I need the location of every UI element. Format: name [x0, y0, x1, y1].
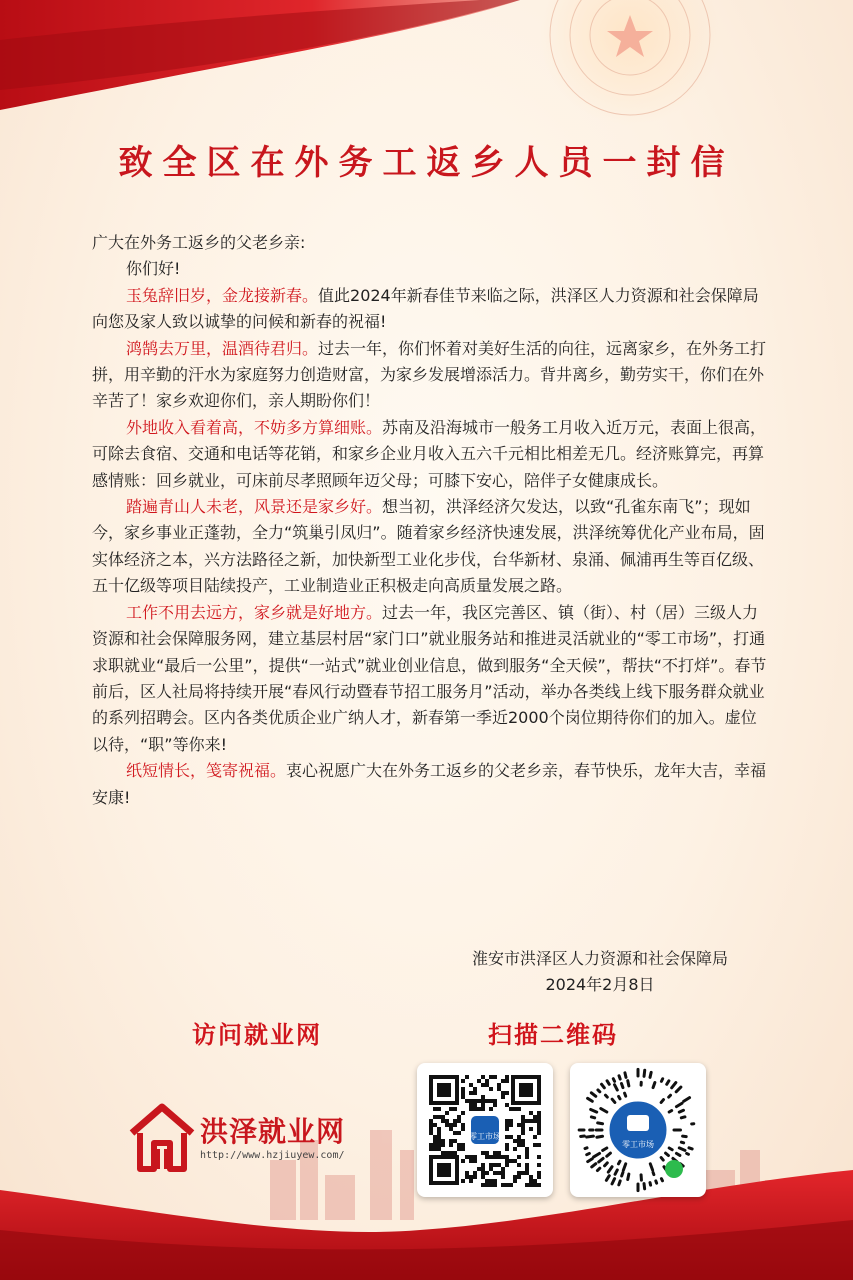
letter-paragraph	[92, 494, 772, 600]
briefcase-icon	[627, 1115, 649, 1131]
logo-name[interactable]: 洪泽就业网	[200, 1115, 346, 1148]
signature-block	[430, 946, 770, 998]
paragraph-lead: 鸿鹄去万里，温酒待君归。	[126, 338, 319, 358]
qr-code-card[interactable]	[417, 1063, 553, 1197]
scan-qr-heading: 扫描二维码	[488, 1021, 618, 1049]
qr-center-label: 零工市场	[469, 1132, 501, 1141]
signature-org: 淮安市洪泽区人力资源和社会保障局	[471, 949, 728, 968]
paragraph-body: 衷心祝愿广大在外务工返乡的父老乡亲，春节快乐，龙年大吉，幸福安康!	[92, 761, 767, 807]
top-red-banner	[0, 0, 853, 130]
paragraph-body: 值此2024年新春佳节来临之际，洪泽区人力资源和社会保障局向您及家人致以诚挚的问候和新春的祝福!	[92, 285, 759, 332]
visit-website-heading: 访问就业网	[192, 1021, 322, 1049]
paragraph-body: 过去一年，我区完善区、镇（街）、村（居）三级人力资源和社会保障服务网，建立基层村居“家门口”就业服务站和推进灵活就业的“零工市场”，打通求职就业“最后一公里”，提供“一站式”就业创业信息，做到服务“全天候”，帮扶“不打烊”。春节前后，区人社局将持续开展“春风行动暨春节招工服务月”活动，举办各类线上线下服务群众就业的系列招聘会。区内各类优质企业广纳人才，新春第一季近2000个岗位期待你们的加入。虚位以待，“职”等你来!	[92, 602, 767, 754]
mini-program-code[interactable]	[570, 1063, 706, 1197]
letter-paragraph	[92, 336, 772, 415]
letter-paragraph	[92, 415, 772, 494]
paragraph-body: 苏南及沿海城市一般务工月收入近万元，表面上很高，可除去食宿、交通和电话等花销，和家乡企业月收入五六千元相比相差无几。经济账算完，再算感情账：回乡就业，可床前尽孝照顾年迈父母；可膝下安心，陪伴子女健康成长。	[92, 417, 767, 490]
hongze-jobs-logo-icon[interactable]	[128, 1103, 196, 1175]
paragraph-lead: 外地收入看着高，不妨多方算细账。	[126, 417, 383, 437]
letter-body	[92, 230, 772, 811]
qr-code[interactable]	[417, 1063, 553, 1197]
letter-paragraph	[92, 600, 772, 758]
paragraph-body: 过去一年，你们怀着对美好生活的向往，远离家乡，在外务工打拼，用辛勤的汗水为家庭努力创造财富，为家乡发展增添活力。背井离乡，勤劳实干，你们在外辛苦了！家乡欢迎你们，亲人期盼你们！	[92, 338, 767, 411]
paragraph-body: 想当初，洪泽经济欠发达，以致“孔雀东南飞”；现如今，家乡事业正蓬勃，全力“筑巢引凤归”。随着家乡经济快速发展，洪泽统筹优化产业布局，固实体经济之本，兴方法路径之新，加快新型工业化步伐，台华新材、泉涌、佩浦再生等百亿级、五十亿级等项目陆续投产，工业制造业正积极走向高质量发展之路。	[92, 497, 765, 596]
signature-date: 2024年2月8日	[545, 975, 655, 994]
letter-greeting: 广大在外务工返乡的父老乡亲:	[92, 233, 306, 252]
wechat-mini-program-icon	[665, 1160, 683, 1178]
letter-paragraph	[92, 283, 772, 336]
mini-program-code-card[interactable]	[570, 1063, 706, 1197]
paragraph-lead: 玉兔辞旧岁，金龙接新春。	[126, 285, 319, 305]
qr-center-label-2: 零工市场	[622, 1140, 654, 1149]
paragraph-lead: 工作不用去远方，家乡就是好地方。	[126, 602, 383, 622]
logo-url-link[interactable]: http://www.hzjiuyew.com/	[200, 1150, 345, 1161]
letter-paragraph	[92, 758, 772, 811]
paragraph-lead: 踏遍青山人未老，风景还是家乡好。	[126, 497, 383, 517]
letter-hello: 你们好!	[126, 259, 181, 279]
paragraph-lead: 纸短情长，笺寄祝福。	[126, 761, 287, 781]
page-title: 致全区在外务工返乡人员一封信	[118, 143, 735, 183]
